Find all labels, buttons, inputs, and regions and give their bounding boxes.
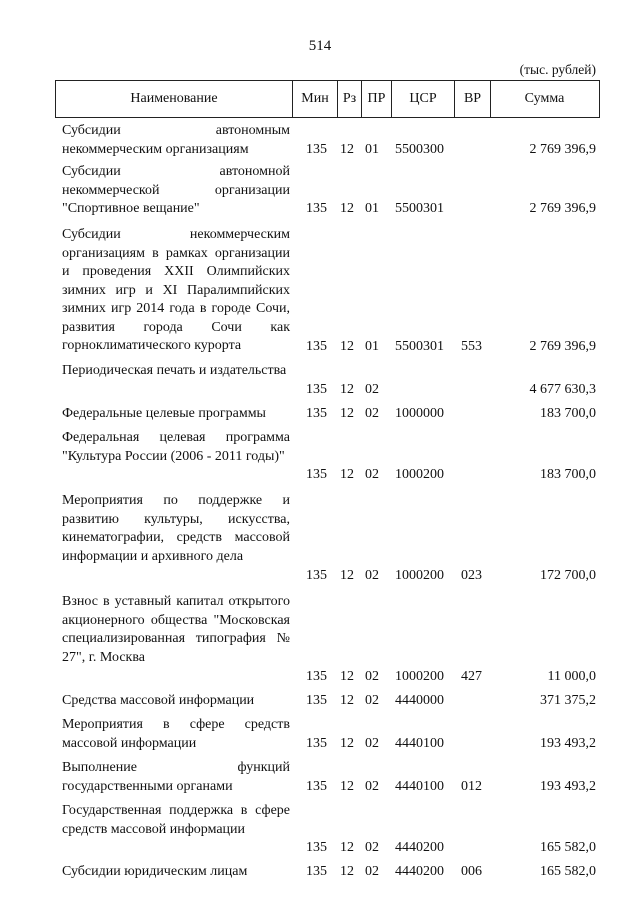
- row-pr: 02: [365, 466, 379, 482]
- row-csr: 4440000: [395, 692, 444, 708]
- row-name: Федеральная целевая программа "Культура России (2006 - 2011 годы)": [62, 430, 290, 464]
- row-rz: 12: [340, 668, 354, 684]
- row-min: 135: [306, 405, 327, 421]
- row-csr: 1000200: [395, 567, 444, 583]
- row-csr: 4440100: [395, 778, 444, 794]
- table-row: [55, 716, 600, 753]
- row-rz: 12: [340, 735, 354, 751]
- row-sum: 193 493,2: [540, 735, 596, 751]
- table-row: [55, 759, 600, 796]
- table-row: [55, 429, 600, 484]
- row-vr: 023: [461, 567, 482, 583]
- table-row: [55, 692, 600, 710]
- row-csr: 4440100: [395, 735, 444, 751]
- row-sum: 193 493,2: [540, 778, 596, 794]
- header-sum: Сумма: [490, 81, 598, 117]
- row-rz: 12: [340, 567, 354, 583]
- row-sum: 2 769 396,9: [529, 141, 596, 157]
- row-sum: 4 677 630,3: [529, 381, 596, 397]
- row-pr: 02: [365, 381, 379, 397]
- row-csr: 1000200: [395, 466, 444, 482]
- row-rz: 12: [340, 338, 354, 354]
- row-csr: 1000200: [395, 668, 444, 684]
- row-pr: 02: [365, 567, 379, 583]
- header-vr: ВР: [454, 81, 490, 117]
- row-pr: 01: [365, 141, 379, 157]
- row-csr: 5500300: [395, 141, 444, 157]
- row-pr: 01: [365, 338, 379, 354]
- row-sum: 183 700,0: [540, 405, 596, 421]
- row-min: 135: [306, 778, 327, 794]
- row-sum: 183 700,0: [540, 466, 596, 482]
- table-body: [55, 122, 600, 881]
- row-vr: 427: [461, 668, 482, 684]
- row-rz: 12: [340, 839, 354, 855]
- row-sum: 165 582,0: [540, 863, 596, 879]
- row-vr: 012: [461, 778, 482, 794]
- row-rz: 12: [340, 405, 354, 421]
- header-rz: Рз: [337, 81, 361, 117]
- header-min: Мин: [292, 81, 337, 117]
- header-name: Наименование: [130, 91, 218, 106]
- row-min: 135: [306, 668, 327, 684]
- row-pr: 02: [365, 405, 379, 421]
- row-csr: 5500301: [395, 200, 444, 216]
- unit-label: (тыс. рублей): [519, 62, 596, 77]
- row-csr: 4440200: [395, 863, 444, 879]
- header-csr: ЦСР: [391, 81, 454, 117]
- page-number: 514: [308, 38, 332, 54]
- row-name: Федеральные целевые программы: [62, 406, 266, 421]
- table-row: [55, 802, 600, 857]
- row-min: 135: [306, 735, 327, 751]
- table-header: [55, 80, 600, 118]
- row-pr: 02: [365, 778, 379, 794]
- row-name: Субсидии автономной некоммерческой организации "Спортивное вещание": [62, 164, 290, 216]
- table-row: [55, 405, 600, 423]
- table-row: [55, 362, 600, 399]
- row-min: 135: [306, 863, 327, 879]
- row-name: Взнос в уставный капитал открытого акционерного общества "Московская специализированная типография № 27", г. Москва: [62, 594, 290, 665]
- row-rz: 12: [340, 381, 354, 397]
- row-vr: 006: [461, 863, 482, 879]
- budget-table: [55, 80, 600, 881]
- row-pr: 02: [365, 692, 379, 708]
- row-sum: 2 769 396,9: [529, 338, 596, 354]
- row-min: 135: [306, 466, 327, 482]
- row-rz: 12: [340, 778, 354, 794]
- row-name: Выполнение функций государственными органами: [62, 760, 290, 794]
- row-rz: 12: [340, 692, 354, 708]
- row-name: Периодическая печать и издательства: [62, 363, 287, 378]
- table-row: [55, 226, 600, 356]
- row-pr: 01: [365, 200, 379, 216]
- row-min: 135: [306, 338, 327, 354]
- row-min: 135: [306, 567, 327, 583]
- row-name: Мероприятия в сфере средств массовой информации: [62, 717, 290, 751]
- row-pr: 02: [365, 839, 379, 855]
- row-min: 135: [306, 200, 327, 216]
- row-name: Субсидии некоммерческим организациям в рамках организации и проведения XXII Олимпийских зимних игр и XI Паралимпийских зимних игр 2014 года в городе Сочи, развития города Сочи как горноклиматического курорта: [62, 227, 290, 353]
- row-min: 135: [306, 839, 327, 855]
- row-name: Мероприятия по поддержке и развитию культуры, искусства, кинематографии, средств массовой информации и архивного дела: [62, 493, 290, 564]
- row-rz: 12: [340, 863, 354, 879]
- table-row: [55, 593, 600, 686]
- row-name: Субсидии юридическим лицам: [62, 864, 248, 879]
- row-csr: 5500301: [395, 338, 444, 354]
- row-pr: 02: [365, 735, 379, 751]
- table-row: [55, 122, 600, 159]
- row-csr: 4440200: [395, 839, 444, 855]
- table-row: [55, 163, 600, 218]
- row-name: Субсидии автономным некоммерческим организациям: [62, 123, 290, 157]
- row-min: 135: [306, 692, 327, 708]
- row-min: 135: [306, 141, 327, 157]
- row-rz: 12: [340, 466, 354, 482]
- row-min: 135: [306, 381, 327, 397]
- row-vr: 553: [461, 338, 482, 354]
- row-pr: 02: [365, 668, 379, 684]
- row-sum: 165 582,0: [540, 839, 596, 855]
- row-sum: 172 700,0: [540, 567, 596, 583]
- row-rz: 12: [340, 200, 354, 216]
- row-sum: 2 769 396,9: [529, 200, 596, 216]
- row-name: Средства массовой информации: [62, 693, 255, 708]
- table-row: [55, 863, 600, 881]
- row-csr: 1000000: [395, 405, 444, 421]
- header-pr: ПР: [361, 81, 391, 117]
- row-name: Государственная поддержка в сфере средств массовой информации: [62, 803, 290, 837]
- row-rz: 12: [340, 141, 354, 157]
- table-row: [55, 492, 600, 585]
- row-pr: 02: [365, 863, 379, 879]
- row-sum: 11 000,0: [547, 668, 596, 684]
- row-sum: 371 375,2: [540, 692, 596, 708]
